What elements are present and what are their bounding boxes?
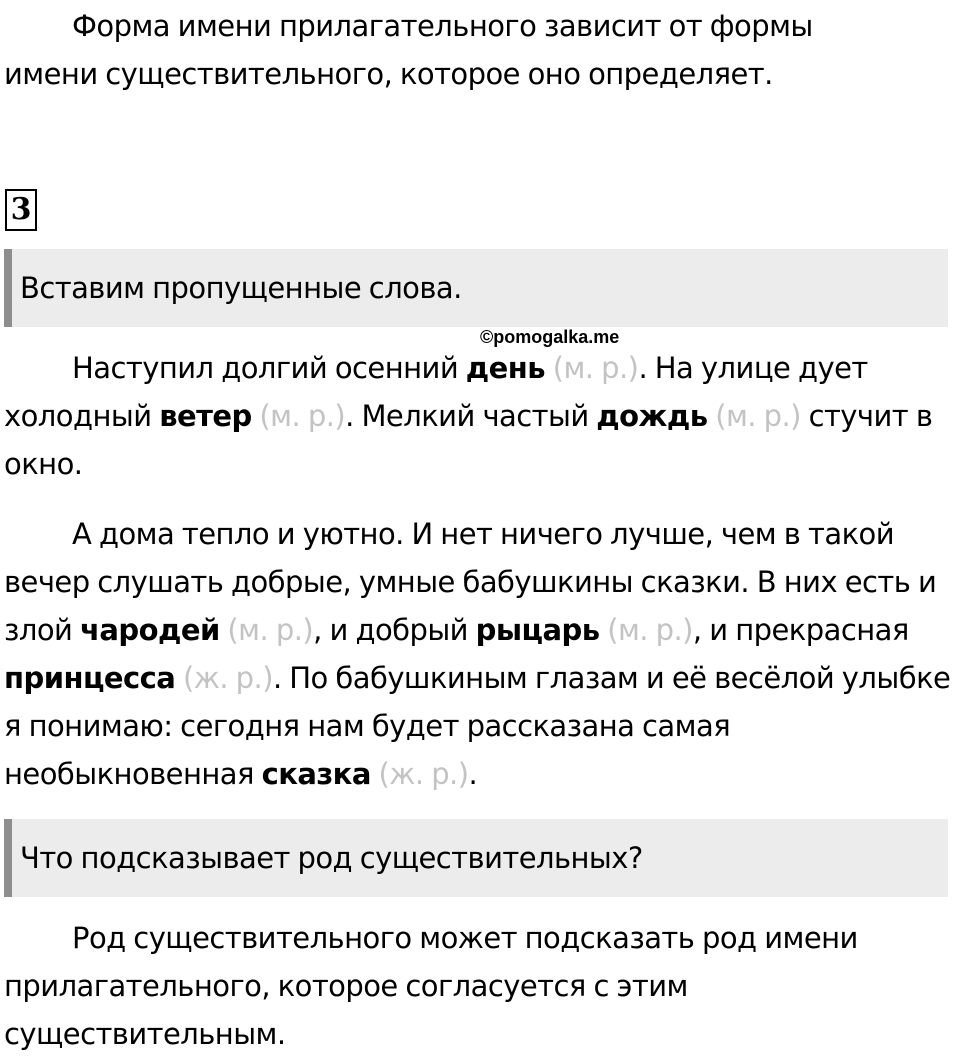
text-segment: стучит в окно. <box>4 399 933 481</box>
text-segment: . Мелкий частый <box>345 399 597 433</box>
inserted-word: ветер <box>159 399 252 433</box>
gender-label: (м. р.) <box>607 613 693 647</box>
intro-line-2: имени существительного, которое оно определяет. <box>4 57 773 91</box>
intro-line-1: Форма имени прилагательного зависит от формы <box>72 9 813 43</box>
question-banner <box>4 819 948 897</box>
text-segment: . <box>468 757 478 791</box>
gender-label: (ж. р.) <box>183 661 273 695</box>
watermark: ©pomogalka.me <box>480 327 620 347</box>
answer-line-1: Род существительного может подсказать род имени <box>72 921 858 955</box>
answer-line-2: прилагательного, которое согласуется с этим <box>4 969 688 1003</box>
text-segment: , и добрый <box>313 613 476 647</box>
inserted-word: рыцарь <box>475 613 600 647</box>
text-segment: , и прекрасная <box>692 613 909 647</box>
gender-label: (м. р.) <box>227 613 314 647</box>
intro-paragraph <box>4 2 954 98</box>
answer-paragraph <box>4 914 954 1058</box>
story-paragraph-1 <box>4 344 954 488</box>
instruction-text: Вставим пропущенные слова. <box>20 271 462 305</box>
inserted-word: дождь <box>596 399 708 433</box>
inserted-word: день <box>465 351 546 385</box>
question-text: Что подсказывает род существительных? <box>20 841 643 875</box>
inserted-word: принцесса <box>4 661 176 695</box>
text-segment: . По бабушкиным глазам и её весёлой улыбке я понимаю: сегодня нам будет рассказана самая необыкновенная <box>4 661 951 791</box>
instruction-banner <box>4 249 948 327</box>
story-paragraph-2 <box>4 510 954 798</box>
gender-label: (м. р.) <box>715 399 801 433</box>
gender-label: (ж. р.) <box>378 757 469 791</box>
gender-label: (м. р.) <box>259 399 346 433</box>
text-segment: А дома тепло и уютно. И нет ничего лучше, чем в такой вечер слушать добрые, умные бабушкины сказки. В них есть и злой <box>4 517 937 647</box>
task-number-box: 3 <box>5 189 37 231</box>
answer-line-3: существительным. <box>4 1017 286 1051</box>
inserted-word: сказка <box>261 757 371 791</box>
text-segment: . На улице дует холодный <box>4 351 868 433</box>
text-segment: Наступил долгий осенний <box>72 351 466 385</box>
gender-label: (м. р.) <box>552 351 639 385</box>
inserted-word: чародей <box>80 613 220 647</box>
